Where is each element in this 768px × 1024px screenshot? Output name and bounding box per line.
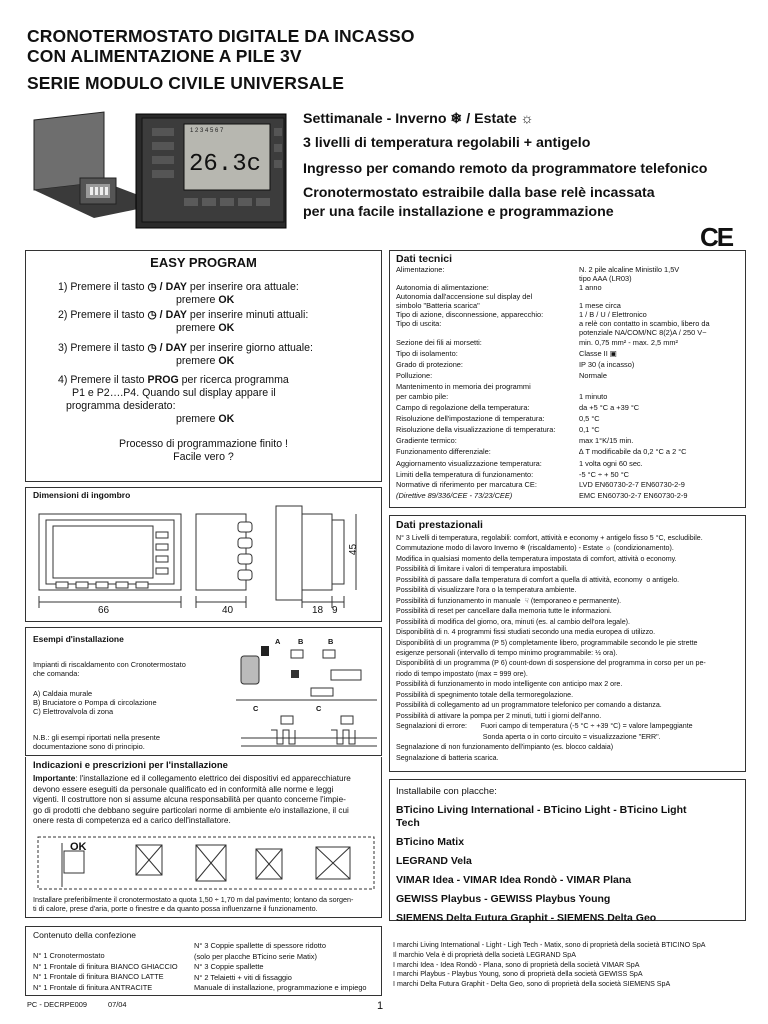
dim-40: 40 xyxy=(222,605,234,616)
tech-row-label: per cambio pile: xyxy=(396,392,449,401)
easy-program-box xyxy=(25,250,382,482)
device-display: 26.3c xyxy=(189,151,262,178)
tech-data-box xyxy=(389,250,746,508)
install-nb-2: documentazione sono di principio. xyxy=(33,742,145,751)
indications-text: Importante: l'installazione ed il collegamento elettrico dei dispositivi ed apparecchiature devono essere eseguiti da personale qualificato ed in conformità alle norme e leggi vigenti. Il costruttore non si assume alcuna responsabilità per quanto concerne l'impie- go di prodotti che debbano seguire particolari norme di ambiente e/o installazione, il cui onere resta di competenza ed a carico dell'installatore. xyxy=(33,774,351,826)
step-3: 3) Premere il tasto ◷ / DAY per inserire giorno attuale: premere OK xyxy=(58,342,313,367)
tech-row-value: 0,5 °C xyxy=(579,414,600,423)
install-item-a: A) Caldaia murale xyxy=(33,689,93,698)
dim-9: 9 xyxy=(332,605,338,616)
perf-line: Modifica in qualsiasi momento della temperatura impostata di comfort, attività o economy. xyxy=(396,554,677,563)
dim-66: 66 xyxy=(98,605,110,616)
perf-list xyxy=(396,533,742,763)
perf-line: Commutazione modo di lavoro Inverno ❄ (riscaldamento) - Estate ☼ (condizionamento). xyxy=(396,544,674,553)
tech-row-label: Normative di riferimento per marcatura CE: xyxy=(396,480,537,489)
feature-3: Ingresso per comando remoto da programmatore telefonico xyxy=(303,161,708,177)
perf-line: Possibilità di passare dalla temperatura di comfort a quella di attività, economy o antigelo. xyxy=(396,575,680,584)
tech-row-value: -5 °C ÷ + 50 °C xyxy=(579,470,630,479)
perf-line: esigenze personali (intervallo di tempo minimo programmabile: ½ ora). xyxy=(396,648,618,657)
ok-label: OK xyxy=(70,841,87,853)
tech-row-label: Aggiornamento visualizzazione temperatura: xyxy=(396,459,542,468)
plates-box xyxy=(389,779,746,924)
perf-line: Segnalazioni di errore: Fuori campo di temperatura (-5 °C ÷ +39 °C) = valore lampeggiante xyxy=(396,722,693,731)
plates-brand-list: BTicino Living International - BTicino Light - BTicino Light Tech BTicino Matix LEGRAND Vela VIMAR Idea - VIMAR Idea Rondò - VIMAR Plana GEWISS Playbus - GEWISS Playbus Young SIEMENS Delta Futura Graphit - SIEMENS Delta Geo xyxy=(396,804,687,924)
finish-text-1: Processo di programmazione finito ! xyxy=(119,438,288,450)
dimensions-box xyxy=(25,487,382,622)
install-text-2: che comanda: xyxy=(33,669,80,678)
install-item-b: B) Bruciatore o Pompa di circolazione xyxy=(33,698,157,707)
dim-18: 18 xyxy=(312,605,324,616)
diagram-label-c2: C xyxy=(316,704,322,713)
perf-line: Segnalazione di batteria scarica. xyxy=(396,753,499,762)
ce-mark: CE xyxy=(700,222,733,252)
tech-row-label: (Direttive 89/336/CEE - 73/23/CEE) xyxy=(396,491,513,500)
contents-right: N° 3 Coppie spallette di spessore ridotto (solo per placche BTicino serie Matix) N° 3 Coppie spallette N° 2 Telaietti + viti di fissaggio Manuale di installazione, programmazione e impiego xyxy=(194,941,367,992)
device-days: 1 2 3 4 5 6 7 xyxy=(190,128,224,134)
diagram-label-b1: B xyxy=(298,637,304,646)
perf-line: Possibilità di modifica del giorno, ora, minuti (es. al cambio dell'ora legale). xyxy=(396,617,630,626)
feature-4: Cronotermostato estraibile dalla base relè incassata xyxy=(303,185,655,201)
tech-row-label: Mantenimento in memoria dei programmi xyxy=(396,382,531,391)
doc-date: 07/04 xyxy=(108,1000,127,1009)
perf-line: N° 3 Livelli di temperatura, regolabili: comfort, attività e economy + antigelo fisso 5 °C, escludibile. xyxy=(396,534,703,542)
perf-line: Disponibilità di un programma (P 6) count-down di sospensione del programma in corso per un pe- xyxy=(396,659,706,668)
tech-row-label: Grado di protezione: xyxy=(396,360,463,369)
title-line-1: CRONOTERMOSTATO DIGITALE DA INCASSO xyxy=(27,26,415,46)
plates-title: Installabile con placche: xyxy=(396,786,497,797)
contents-left: N° 1 Cronotermostato N° 1 Frontale di finitura BIANCO GHIACCIO N° 1 Frontale di finitura BIANCO LATTE N° 1 Frontale di finitura ANTRACITE xyxy=(33,951,178,992)
tech-row-label: Polluzione: xyxy=(396,371,433,380)
tech-row-label: Alimentazione: xyxy=(396,265,445,274)
tech-row-label: Sezione dei fili ai morsetti: xyxy=(396,338,482,347)
install-title: Esempi d'installazione xyxy=(33,634,124,644)
tech-row-label: Autonomia di alimentazione: xyxy=(396,283,489,292)
step-1: 1) Premere il tasto ◷ / DAY per inserire ora attuale: premere OK xyxy=(58,281,299,306)
trademarks: I marchi Living International - Light - Ligh Tech - Matix, sono di proprietà della società BTICINO SpA Il marchio Vela è di proprietà della società LEGRAND SpA I marchi Idea - Idea Rondò - Plana, sono di proprietà della società VIMAR SpA I marchi Playbus - Playbus Young, sono di proprietà della società GEWISS SpA I marchi Delta Futura Graphit - Delta Geo, sono di proprietà della società SIEMENS SpA xyxy=(393,941,706,989)
tech-row-label: Limiti della temperatura di funzionamento: xyxy=(396,470,534,479)
easy-program-title: EASY PROGRAM xyxy=(150,255,257,270)
perf-line: Segnalazione di non funzionamento dell'impianto (es. blocco caldaia) xyxy=(396,743,614,752)
perf-line: Disponibilità di n. 4 programmi fissi studiati secondo una media europea di utilizzo. xyxy=(396,628,656,637)
tech-row-value: 1 volta ogni 60 sec. xyxy=(579,459,643,468)
diagram-label-c1: C xyxy=(253,704,259,713)
tech-row-value: 1 / B / U / Elettronico xyxy=(579,310,647,319)
tech-row-value: da +5 °C a +39 °C xyxy=(579,403,640,412)
perf-line: Possibilità di attivare la pompa per 2 minuti, tutti i giorni dell'anno. xyxy=(396,711,602,720)
tech-row-label: Campo di regolazione della temperatura: xyxy=(396,403,530,412)
install-examples-box xyxy=(25,627,382,756)
perf-line: riodo di tempo impostato (max = 999 ore). xyxy=(396,669,528,678)
tech-title: Dati tecnici xyxy=(396,253,453,265)
tech-row-label: Risoluzione della visualizzazione di temperatura: xyxy=(396,425,556,434)
tech-row-value: potenziale NA/COM/NC 8(2)A / 250 V~ xyxy=(579,328,707,337)
dimensions-title: Dimensioni di ingombro xyxy=(33,490,131,500)
tech-row-value: 1 minuto xyxy=(579,392,608,401)
tech-row-label: Autonomia dall'accensione sul display del xyxy=(396,292,533,301)
tech-row-label: Tipo di isolamento: xyxy=(396,349,458,358)
tech-row-label: Gradiente termico: xyxy=(396,436,457,445)
perf-line: Possibilità di spegnimento totale della termoregolazione. xyxy=(396,690,574,699)
dim-45: 45 xyxy=(348,543,360,556)
tech-row-label: simbolo "Batteria scarica" xyxy=(396,301,480,310)
finish-text-2: Facile vero ? xyxy=(173,451,234,463)
tech-row-value: LVD EN60730-2-7 EN60730-2-9 xyxy=(579,480,685,489)
perf-line: Possibilità di visualizzare l'ora o la temperatura ambiente. xyxy=(396,586,577,595)
perf-title: Dati prestazionali xyxy=(396,519,483,531)
tech-row-value: a relè con contatto in scambio, libero da xyxy=(579,319,710,328)
feature-1: Settimanale - Inverno ❄ / Estate ☼ xyxy=(303,111,534,127)
perf-line: Disponibilità di un programma (P 5) completamente libero, programmabile secondo le pie strette xyxy=(396,638,698,647)
mounting-height-diagram xyxy=(36,835,376,891)
tech-row-value: 0,1 °C xyxy=(579,425,600,434)
perf-line: Possibilità di limitare i valori di temperatura impostabili. xyxy=(396,565,568,574)
dimensions-drawing xyxy=(26,502,379,620)
feature-2: 3 livelli di temperatura regolabili + antigelo xyxy=(303,135,591,151)
device-photo xyxy=(24,108,292,243)
diagram-label-a: A xyxy=(275,637,281,646)
tech-row-value: tipo AAA (LR03) xyxy=(579,274,632,283)
perf-line: Sonda aperta o in corto circuito = visualizzazione "ERR". xyxy=(396,732,661,741)
tech-row-value: 1 anno xyxy=(579,283,602,292)
install-item-c: C) Elettrovalvola di zona xyxy=(33,707,114,716)
tech-row-label: Tipo di uscita: xyxy=(396,319,442,328)
feature-5: per una facile installazione e programmazione xyxy=(303,204,614,220)
tech-row-value: Normale xyxy=(579,371,607,380)
tech-row-label: Tipo di azione, disconnessione, apparecchio: xyxy=(396,310,544,319)
tech-row-value: Classe II ▣ xyxy=(579,349,617,358)
indications-note: Installare preferibilmente il cronotermostato a quota 1,50 ÷ 1,70 m dal pavimento; lontano da sorgen- ti di calore, prese d'aria, porte o finestre e da quanto possa influenzarne il funzionamento. xyxy=(33,895,354,913)
tech-row-value: min. 0,75 mm² - max. 2,5 mm² xyxy=(579,338,678,347)
install-text-1: Impianti di riscaldamento con Cronotermostato xyxy=(33,660,186,669)
tech-row-value: IP 30 (a incasso) xyxy=(579,360,635,369)
perf-line: Possibilità di funzionamento in modo intelligente con anticipo max 2 ore. xyxy=(396,680,623,689)
perf-line: Possibilità di reset per cancellare dalla memoria tutte le informazioni. xyxy=(396,607,612,616)
step-2: 2) Premere il tasto ◷ / DAY per inserire minuti attuali: premere OK xyxy=(58,309,309,334)
perf-box xyxy=(389,515,746,772)
page-number: 1 xyxy=(377,1000,384,1012)
tech-row-value: max 1°K/15 min. xyxy=(579,436,634,445)
tech-row-value: ∆ T modificabile da 0,2 °C a 2 °C xyxy=(579,447,687,456)
doc-code: PC - DECRPE009 xyxy=(27,1000,87,1009)
install-diagram xyxy=(231,634,379,752)
indications-box xyxy=(25,757,382,918)
perf-line: Possibilità di funzionamento in manuale ☟ (temporaneo e permanente). xyxy=(396,596,622,605)
contents-title: Contenuto della confezione xyxy=(33,930,137,940)
tech-row-value: EMC EN60730-2-7 EN60730-2-9 xyxy=(579,491,688,500)
tech-row-label: Risoluzione dell'impostazione di temperatura: xyxy=(396,414,545,423)
indications-title: Indicazioni e prescrizioni per l'installazione xyxy=(33,760,228,771)
install-nb-1: N.B.: gli esempi riportati nella presente xyxy=(33,733,160,742)
perf-line: Possibilità di collegamento ad un programmatore telefonico per comando a distanza. xyxy=(396,701,662,710)
title-line-2: CON ALIMENTAZIONE A PILE 3V xyxy=(27,46,302,66)
tech-row-label: Funzionamento differenziale: xyxy=(396,447,491,456)
series-title: SERIE MODULO CIVILE UNIVERSALE xyxy=(27,73,345,93)
tech-table xyxy=(396,265,741,505)
contents-box xyxy=(25,926,382,996)
step-4: 4) Premere il tasto PROG per ricerca programma P1 e P2….P4. Quando sul display appare il programma desiderato: premere OK xyxy=(58,374,289,425)
diagram-label-b2: B xyxy=(328,637,334,646)
tech-row-value: N. 2 pile alcaline Ministilo 1,5V xyxy=(579,265,680,274)
tech-row-value: 1 mese circa xyxy=(579,301,621,310)
